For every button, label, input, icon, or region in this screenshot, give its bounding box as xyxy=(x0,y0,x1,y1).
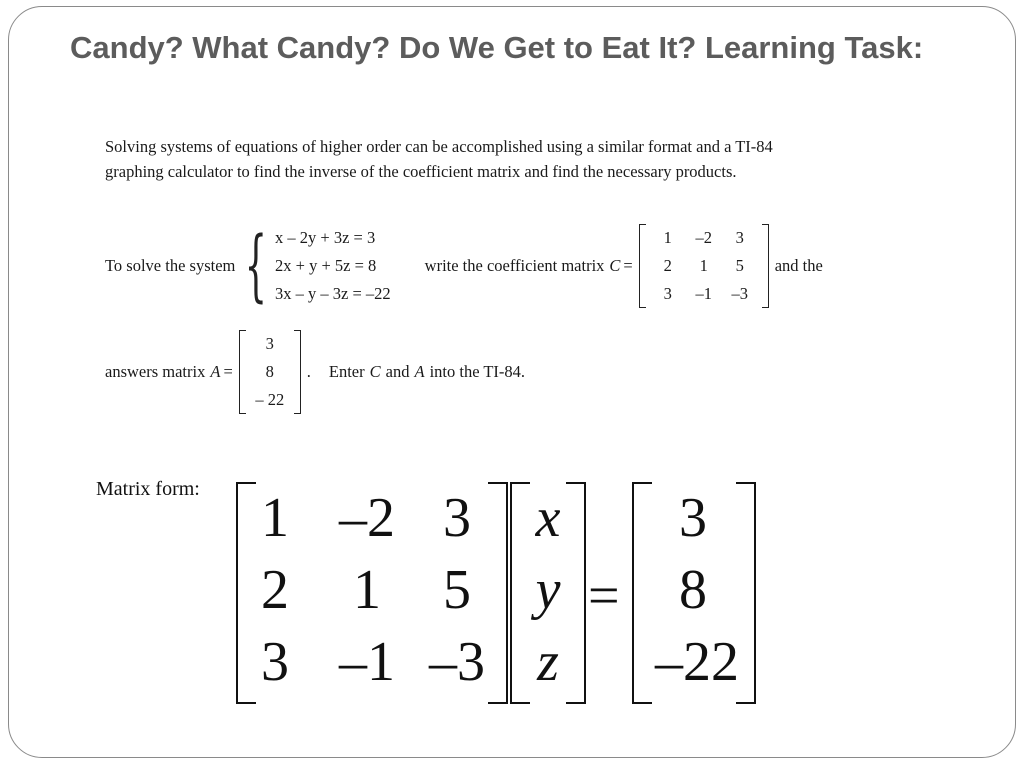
matrix-cell: 3 xyxy=(261,631,289,693)
matrix-cell: 1 xyxy=(663,228,672,247)
bracket-right xyxy=(762,224,769,308)
bracket-left xyxy=(239,330,246,414)
answers-row xyxy=(105,330,525,414)
matrix-cell: – 22 xyxy=(255,390,285,409)
constant-cell: –22 xyxy=(655,631,739,693)
matrix-cell: 1 xyxy=(261,487,289,549)
answers-period: . xyxy=(306,362,311,381)
matrix-cell: –1 xyxy=(695,284,712,303)
matrix-c-equals: = xyxy=(623,256,633,275)
matrix-cell: 3 xyxy=(735,228,744,247)
matrix-cell: 1 xyxy=(699,256,708,275)
matrix-cell: –3 xyxy=(429,631,485,693)
enter-and: and xyxy=(385,362,410,381)
big-coefficient-matrix xyxy=(236,482,508,708)
bracket-left xyxy=(632,482,652,704)
variable-cell: x xyxy=(535,487,561,549)
answers-lead-text: answers matrix xyxy=(105,362,206,381)
curly-brace: { xyxy=(245,221,268,311)
equation-1: x – 2y + 3z = 3 xyxy=(275,228,376,247)
matrix-cell: 5 xyxy=(735,256,744,275)
matrix-cell: 3 xyxy=(265,334,274,353)
system-row xyxy=(105,221,823,311)
variable-cell: z xyxy=(537,631,559,693)
variable-cell: y xyxy=(535,559,561,621)
matrix-form-label: Matrix form: xyxy=(96,478,200,500)
answers-matrix xyxy=(239,330,301,414)
matrix-cell: –2 xyxy=(695,228,712,247)
equation-system xyxy=(239,221,391,311)
matrix-cell: –3 xyxy=(731,284,748,303)
answers-grid xyxy=(246,330,294,414)
big-constant-vector xyxy=(632,482,756,708)
constant-cell: 8 xyxy=(679,559,707,621)
equation-2: 2x + y + 5z = 8 xyxy=(275,256,377,275)
matrix-cell: –2 xyxy=(339,487,395,549)
matrix-a-name: A xyxy=(210,362,221,381)
matrix-c-name: C xyxy=(609,256,621,275)
system-middle-text: write the coefficient matrix xyxy=(424,256,605,275)
coefficient-grid xyxy=(646,224,762,308)
matrix-cell: 3 xyxy=(663,284,672,303)
matrix-cell: –1 xyxy=(339,631,395,693)
enter-a: A xyxy=(414,362,425,381)
matrix-a-equals: = xyxy=(223,362,233,381)
bracket-left xyxy=(639,224,646,308)
matrix-cell: 8 xyxy=(265,362,274,381)
intro-paragraph: Solving systems of equations of higher order can be accomplished using a similar format and a TI-84 graphing calculator to find the inverse of the coefficient matrix and find the necessary products. xyxy=(105,137,773,181)
matrix-cell: 3 xyxy=(443,487,471,549)
enter-suffix: into the TI-84. xyxy=(429,362,526,381)
matrix-cell: 2 xyxy=(663,256,672,275)
matrix-cell: 5 xyxy=(443,559,471,621)
matrix-cell: 2 xyxy=(261,559,289,621)
enter-c: C xyxy=(369,362,381,381)
enter-prefix: Enter xyxy=(328,362,365,381)
matrix-cell: 1 xyxy=(353,559,381,621)
bracket-right xyxy=(294,330,301,414)
big-variable-vector xyxy=(510,482,586,708)
system-lead-text: To solve the system xyxy=(105,256,236,275)
equation-lines xyxy=(275,224,391,308)
equation-3: 3x – y – 3z = –22 xyxy=(275,284,391,303)
constant-cell: 3 xyxy=(679,487,707,549)
system-trail-text: and the xyxy=(774,256,823,275)
slide-title: Candy? What Candy? Do We Get to Eat It? Learning Task: xyxy=(70,30,924,65)
equals-sign: = xyxy=(588,565,620,627)
coefficient-matrix xyxy=(639,224,769,308)
